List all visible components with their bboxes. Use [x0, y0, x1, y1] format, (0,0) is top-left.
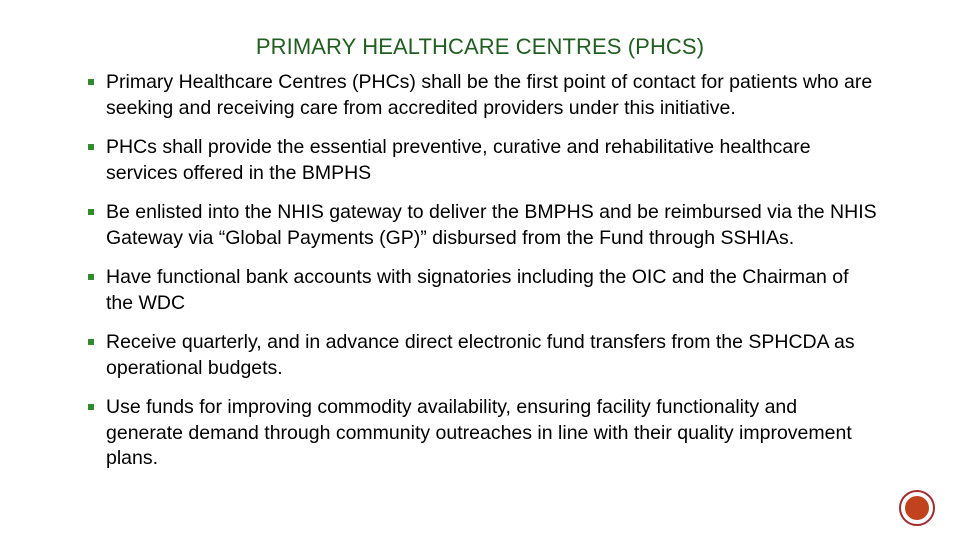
- slide-badge-icon: [899, 490, 935, 526]
- bullet-list: [88, 70, 878, 486]
- bullet-square-icon: [88, 339, 94, 345]
- list-item: [88, 200, 878, 251]
- bullet-text: PHCs shall provide the essential preventive, curative and rehabilitative healthcare services offered in the BMPHS: [106, 136, 811, 184]
- list-item: [88, 70, 878, 121]
- list-item: [88, 135, 878, 186]
- bullet-square-icon: [88, 79, 94, 85]
- list-item: [88, 265, 878, 316]
- badge-inner-circle: [905, 496, 929, 520]
- bullet-text: Be enlisted into the NHIS gateway to deliver the BMPHS and be reimbursed via the NHIS Gateway via “Global Payments (GP)” disbursed from the Fund through SSHIAs.: [106, 201, 877, 249]
- list-item: [88, 395, 878, 472]
- bullet-text: Primary Healthcare Centres (PHCs) shall be the first point of contact for patients who are seeking and receiving care from accredited providers under this initiative.: [106, 71, 873, 119]
- bullet-square-icon: [88, 404, 94, 410]
- bullet-text: Use funds for improving commodity availability, ensuring facility functionality and generate demand through community outreaches in line with their quality improvement plans.: [106, 396, 852, 469]
- bullet-square-icon: [88, 144, 94, 150]
- bullet-square-icon: [88, 274, 94, 280]
- list-item: [88, 330, 878, 381]
- bullet-text: Have functional bank accounts with signatories including the OIC and the Chairman of the WDC: [106, 266, 849, 314]
- bullet-text: Receive quarterly, and in advance direct electronic fund transfers from the SPHCDA as operational budgets.: [106, 331, 855, 379]
- slide-title: PRIMARY HEALTHCARE CENTRES (PHCS): [255, 34, 705, 59]
- bullet-square-icon: [88, 209, 94, 215]
